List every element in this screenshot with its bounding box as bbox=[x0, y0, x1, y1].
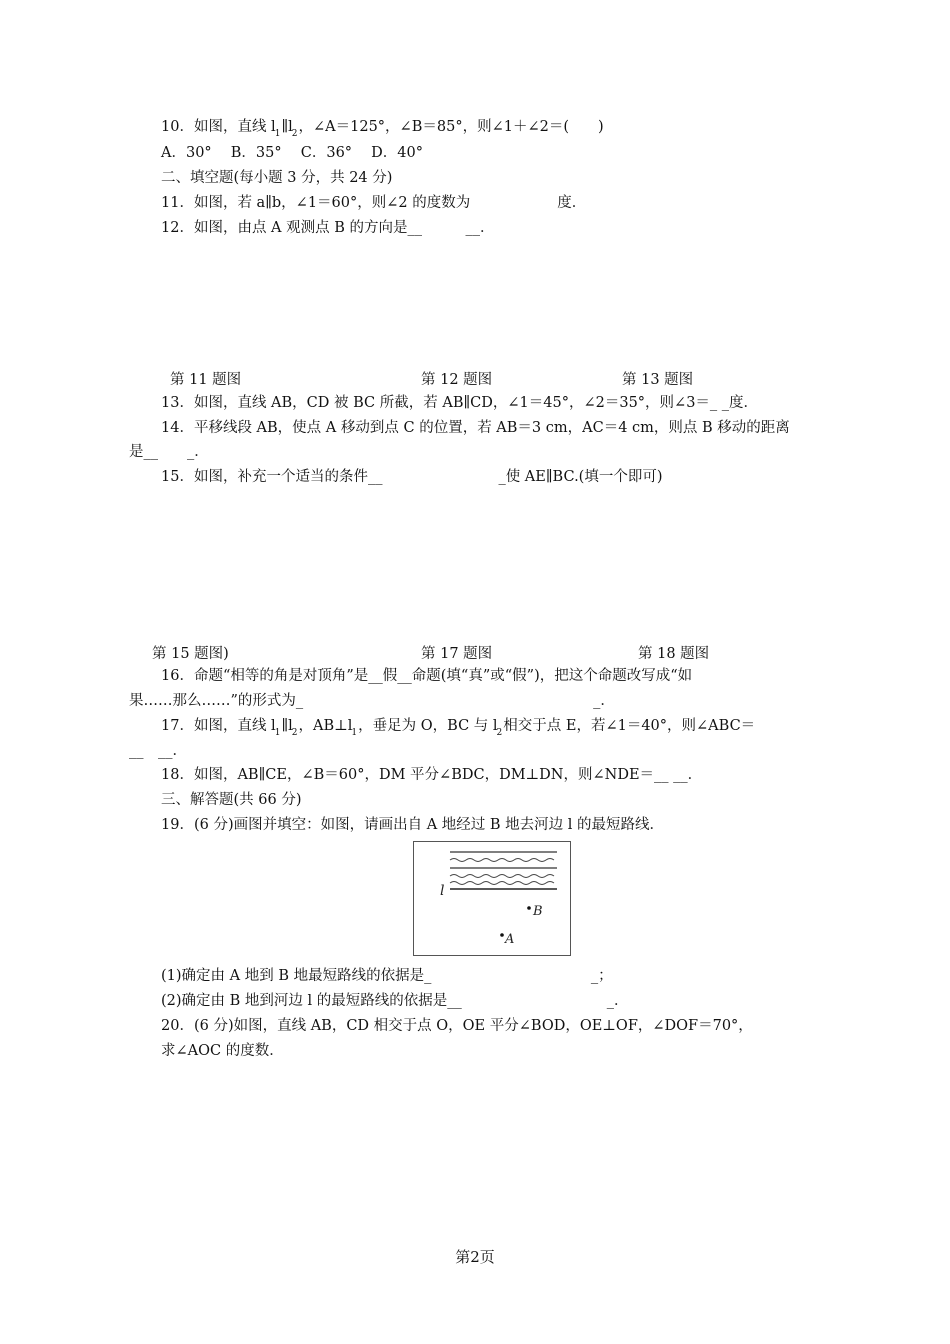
q17-text-mid-2: ，AB⊥l bbox=[298, 718, 353, 734]
water-wave bbox=[450, 859, 554, 862]
question-14-line-2: 是__ _． bbox=[129, 444, 209, 460]
q10-text-mid: ∥l bbox=[281, 119, 293, 135]
q17-subscript-2: 2 bbox=[291, 728, 298, 738]
question-14-line-1: 14．平移线段 AB，使点 A 移动到点 C 的位置，若 AB＝3 cm，AC＝4 cm，则点 B 移动的距离 bbox=[161, 420, 790, 436]
question-12: 12．如图，由点 A 观测点 B 的方向是__ __． bbox=[161, 220, 495, 236]
question-17-line-2: __ __． bbox=[129, 743, 187, 759]
question-19-part-1: (1)确定由 A 地到 B 地最短路线的依据是_ _； bbox=[161, 968, 613, 984]
caption-fig-12: 第 12 题图 bbox=[421, 372, 493, 388]
q17-text-mid: ∥l bbox=[281, 718, 293, 734]
q17-subscript-3: 1 bbox=[351, 728, 358, 738]
q17-subscript-1: 1 bbox=[274, 728, 281, 738]
water-wave bbox=[450, 875, 554, 878]
caption-fig-17: 第 17 题图 bbox=[421, 646, 493, 662]
question-18: 18．如图，AB∥CE，∠B＝60°，DM 平分∠BDC，DM⊥DN，则∠NDE＝__ __． bbox=[161, 767, 703, 783]
q17-subscript-4: 2 bbox=[496, 728, 503, 738]
river-figure bbox=[413, 841, 571, 956]
question-20-line-1: 20．(6 分)如图，直线 AB，CD 相交于点 O，OE 平分∠BOD，OE⊥OF，∠DOF＝70°， bbox=[161, 1018, 753, 1034]
label-b: B bbox=[533, 904, 543, 919]
point-b bbox=[527, 906, 531, 910]
question-16-line-1: 16．命题“相等的角是对顶角”是__假__命题(填“真”或“假”)，把这个命题改写成“如 bbox=[161, 668, 693, 684]
q10-options: A．30° B．35° C．36° D．40° bbox=[161, 145, 423, 161]
question-13: 13．如图，直线 AB，CD 被 BC 所截，若 AB∥CD，∠1＝45°，∠2＝35°，则∠3＝_ _度． bbox=[161, 395, 759, 411]
q17-text-mid-3: ，垂足为 O，BC 与 l bbox=[358, 718, 498, 734]
caption-fig-11: 第 11 题图 bbox=[170, 372, 242, 388]
q10-text-end: ，∠A＝125°，∠B＝85°，则∠1＋∠2＝( ) bbox=[298, 119, 604, 135]
caption-fig-18: 第 18 题图 bbox=[638, 646, 710, 662]
question-16-line-2: 果……那么……”的形式为_ _． bbox=[129, 693, 615, 709]
point-a bbox=[500, 933, 504, 937]
question-20-line-2: 求∠AOC 的度数． bbox=[161, 1043, 284, 1059]
question-19-part-2: (2)确定由 B 地到河边 l 的最短路线的依据是__ _． bbox=[161, 993, 629, 1009]
question-10 bbox=[161, 117, 604, 139]
q10-subscript-2: 2 bbox=[291, 129, 298, 139]
question-17 bbox=[161, 716, 755, 738]
q10-subscript-1: 1 bbox=[274, 129, 281, 139]
label-a: A bbox=[505, 932, 515, 947]
label-l: l bbox=[440, 883, 445, 899]
river-diagram bbox=[414, 842, 570, 955]
section-2-heading: 二、填空题(每小题 3 分，共 24 分) bbox=[161, 170, 393, 186]
section-3-heading: 三、解答题(共 66 分) bbox=[161, 792, 302, 808]
q17-text-end: 相交于点 E，若∠1＝40°，则∠ABC＝ bbox=[503, 718, 756, 734]
water-wave bbox=[450, 882, 554, 885]
q17-text-start: 17．如图，直线 l bbox=[161, 718, 276, 734]
question-15: 15．如图，补充一个适当的条件__ _使 AE∥BC.(填一个即可) bbox=[161, 469, 663, 485]
caption-fig-13: 第 13 题图 bbox=[622, 372, 694, 388]
caption-fig-15: 第 15 题图) bbox=[152, 646, 229, 662]
q10-text-start: 10．如图，直线 l bbox=[161, 119, 276, 135]
question-19: 19．(6 分)画图并填空：如图，请画出自 A 地经过 B 地去河边 l 的最短路线． bbox=[161, 817, 665, 833]
question-11: 11．如图，若 a∥b，∠1＝60°，则∠2 的度数为 度． bbox=[161, 195, 587, 211]
page-number: 第2页 bbox=[455, 1248, 495, 1266]
